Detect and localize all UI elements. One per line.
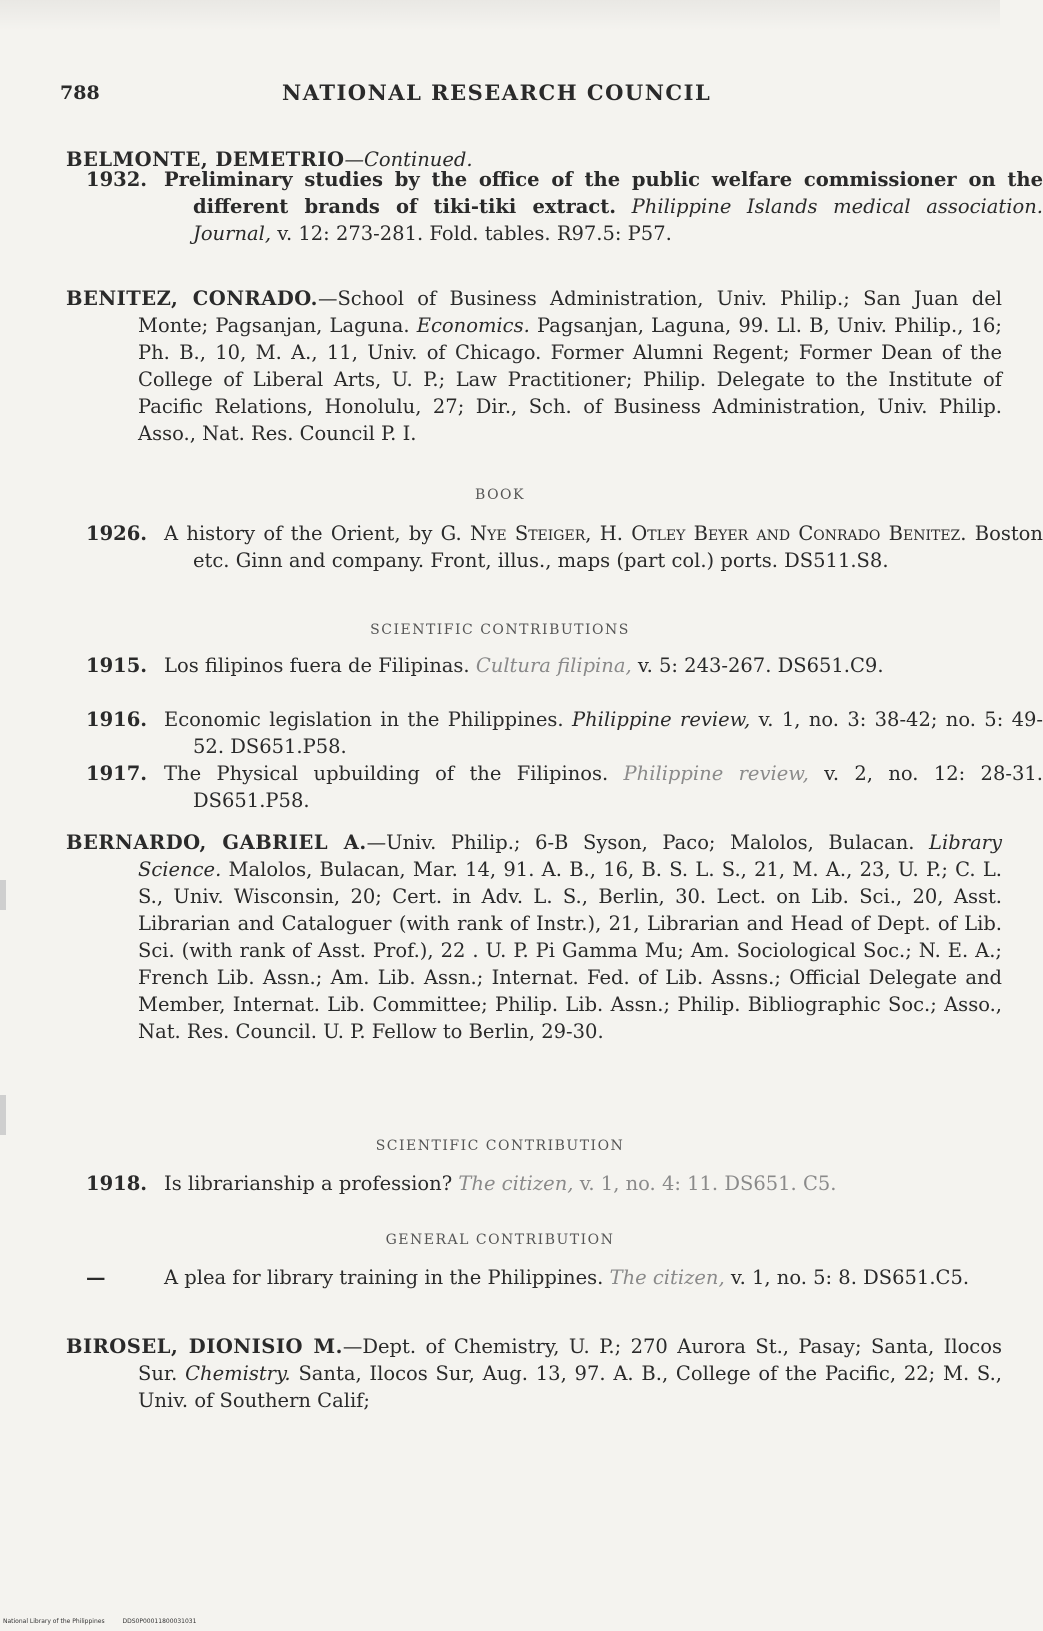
running-title: NATIONAL RESEARCH COUNCIL <box>282 80 712 105</box>
entry-birosel: BIROSEL, DIONISIO M.—Dept. of Chemistry, U. P.; 270 Aurora St., Pasay; Santa, Ilocos Sur. Chemistry. Santa, Ilocos Sur, Aug. 13, 97. A. B., College of the Pacific, 22; M. S., Univ. of Southern Calif; <box>66 1335 1002 1412</box>
section-heading-book: BOOK <box>475 487 525 503</box>
bib-item-bernardo-1918: 1918. Is librarianship a profession? The citizen, v. 1, no. 4: 11. DS651. C5. <box>86 1172 837 1195</box>
section-heading-scientific-contributions: SCIENTIFIC CONTRIBUTIONS <box>370 622 630 638</box>
bib-item-benitez-1916: 1916. Economic legislation in the Philippines. Philippine review, v. 1, no. 3: 38-42; no. 5: 49-52. DS651.P58. <box>86 708 1043 758</box>
entry-benitez: BENITEZ, CONRADO.—School of Business Administration, Univ. Philip.; San Juan del Monte; Pagsanjan, Laguna. Economics. Pagsanjan, Laguna, 99. Ll. B, Univ. Philip., 16; Ph. B., 10, M. A., 11, Univ. of Chicago. Former Alumni Regent; Former Dean of the College of Liberal Arts, U. P.; Law Practitioner; Philip. Delegate to the Institute of Pacific Relations, Honolulu, 27; Dir., Sch. of Business Administration, Univ. Philip. Asso., Nat. Res. Council P. I. <box>66 287 1003 445</box>
page-number: 788 <box>60 82 100 104</box>
page-edge <box>0 0 1000 30</box>
footer-source: National Library of the Philippines <box>3 1618 105 1625</box>
bib-item-benitez-1926: 1926. A history of the Orient, by G. Nye Steiger, H. Otley Beyer and Conrado Benitez. Boston etc. Ginn and company. Front, illus., maps (part col.) ports. DS511.S8. <box>86 522 1043 572</box>
page-header <box>60 80 940 116</box>
bib-item-benitez-1917: 1917. The Physical upbuilding of the Filipinos. Philippine review, v. 2, no. 12: 28-31. DS651.P58. <box>86 762 1043 812</box>
bib-item-bernardo-general: — A plea for library training in the Philippines. The citizen, v. 1, no. 5: 8. DS651.C5. <box>86 1266 970 1289</box>
section-heading-general-contribution: GENERAL CONTRIBUTION <box>385 1232 615 1248</box>
entry-heading-belmonte: BELMONTE, DEMETRIO—Continued. <box>66 148 473 171</box>
section-heading-scientific-contribution: SCIENTIFIC CONTRIBUTION <box>375 1138 625 1154</box>
footer-id: DDS0P00011800031031 <box>122 1618 197 1625</box>
bib-item-belmonte-1932: 1932. Preliminary studies by the office of the public welfare commissioner on the different brands of tiki-tiki extract. Philippine Islands medical association. Journal, v. 12: 273-281. Fold. tables. R97.5: P57. <box>86 168 1043 245</box>
scan-footer <box>3 1618 212 1625</box>
scan-smudge <box>0 1095 6 1135</box>
entry-bernardo: BERNARDO, GABRIEL A.—Univ. Philip.; 6-B Syson, Paco; Malolos, Bulacan. Library Science. Malolos, Bulacan, Mar. 14, 91. A. B., 16, B. S. L. S., 21, M. A., 23, U. P.; C. L. S., Univ. Wisconsin, 20; Cert. in Adv. L. S., Berlin, 30. Lect. on Lib. Sci., 20, Asst. Librarian and Cataloguer (with rank of Instr.), 21, Librarian and Head of Dept. of Lib. Sci. (with rank of Asst. Prof.), 22 . U. P. Pi Gamma Mu; Am. Sociological Soc.; N. E. A.; French Lib. Assn.; Am. Lib. Assn.; Internat. Fed. of Lib. Assns.; Official Delegate and Member, Internat. Lib. Committee; Philip. Lib. Assn.; Philip. Bibliographic Soc.; Asso., Nat. Res. Council. U. P. Fellow to Berlin, 29-30. <box>66 831 1002 1043</box>
scan-smudge <box>0 880 6 910</box>
bib-item-benitez-1915: 1915. Los filipinos fuera de Filipinas. Cultura filipina, v. 5: 243-267. DS651.C9. <box>86 654 884 677</box>
